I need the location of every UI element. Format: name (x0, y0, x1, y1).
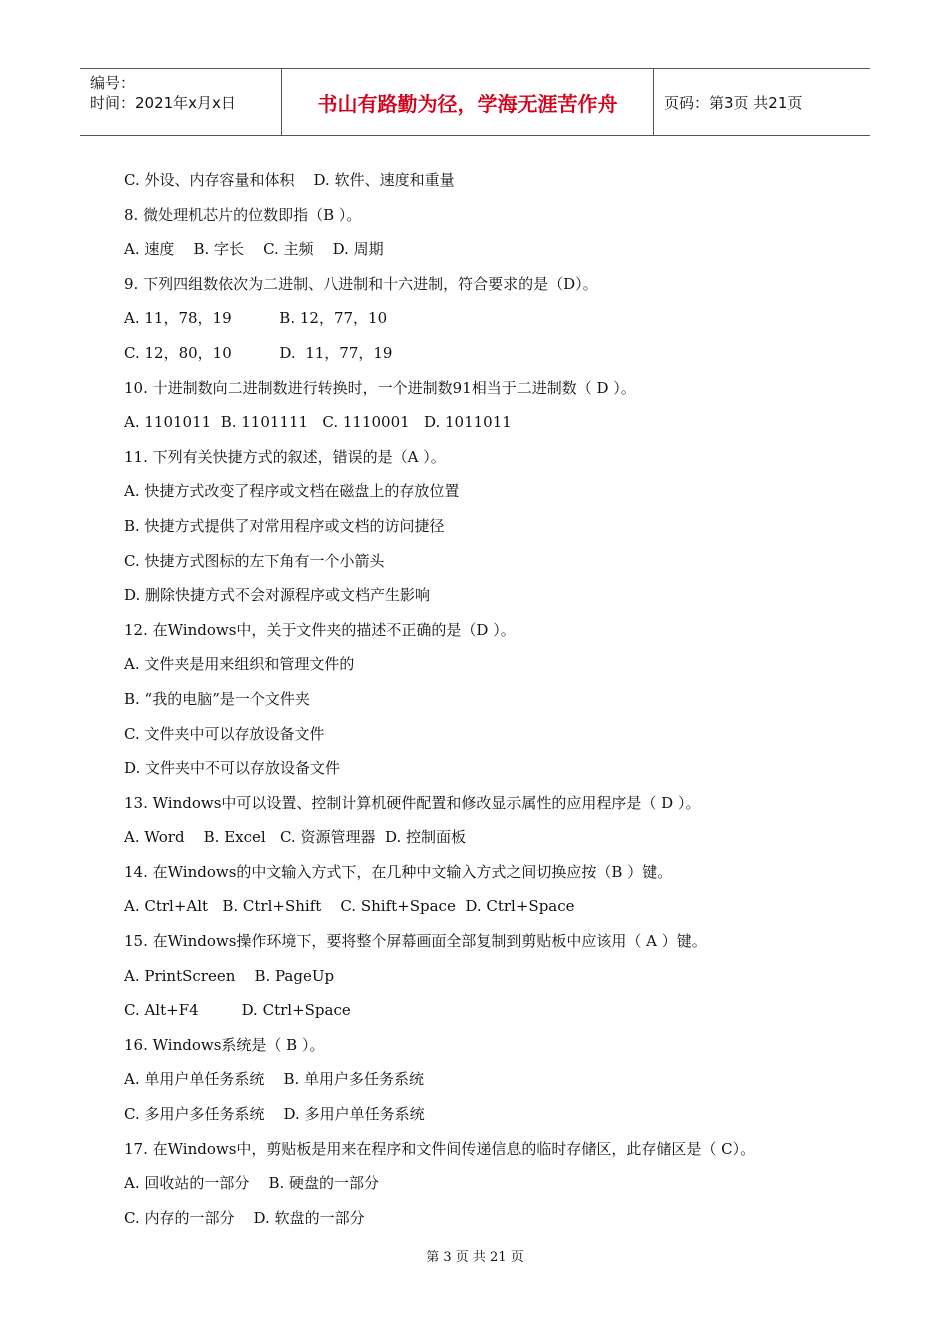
header-page-label: 页码：第3页 共21页 (664, 93, 803, 112)
text-line: C. 外设、内存容量和体积 D. 软件、速度和重量 (124, 171, 455, 189)
header-motto: 书山有路勤为径，学海无涯苦作舟 (282, 69, 654, 135)
question-17: 17. 在Windows中，剪贴板是用来在程序和文件间传递信息的临时存储区，此存储区是（ C）。 (124, 1139, 756, 1158)
header-meta (80, 69, 282, 135)
text-line: C. 12，80，10 D. 11，77，19 (124, 343, 393, 362)
question-15: 15. 在Windows操作环境下，要将整个屏幕画面全部复制到剪贴板中应该用（ A ）键。 (124, 932, 707, 951)
text-line: A. 文件夹是用来组织和管理文件的 (124, 655, 355, 674)
text-line: B. “我的电脑”是一个文件夹 (124, 689, 310, 708)
page-header (80, 68, 870, 136)
text-line: C. 多用户多任务系统 D. 多用户单任务系统 (124, 1105, 425, 1124)
number-label: 编号： (90, 74, 136, 92)
text-line: D. 文件夹中不可以存放设备文件 (124, 759, 341, 778)
text-line: A. PrintScreen B. PageUp (124, 966, 335, 985)
text-line: C. 内存的一部分 D. 软盘的一部分 (124, 1208, 365, 1227)
question-16: 16. Windows系统是（ B ）。 (124, 1035, 325, 1054)
question-8: 8. 微处理机芯片的位数即指（B ）。 (124, 205, 362, 224)
text-line: B. 快捷方式提供了对常用程序或文档的访问捷径 (124, 516, 445, 535)
document-body (124, 168, 844, 1240)
question-9: 9. 下列四组数依次为二进制、八进制和十六进制，符合要求的是（D）。 (124, 274, 598, 293)
text-line: A. 速度 B. 字长 C. 主频 D. 周期 (124, 240, 384, 259)
question-11: 11. 下列有关快捷方式的叙述，错误的是（A ）。 (124, 447, 446, 466)
text-line: C. 文件夹中可以存放设备文件 (124, 724, 325, 743)
question-12: 12. 在Windows中，关于文件夹的描述不正确的是（D ）。 (124, 620, 516, 639)
time-label: 时间：2021年x月x日 (90, 94, 236, 112)
text-line: A. 快捷方式改变了程序或文档在磁盘上的存放位置 (124, 482, 460, 501)
page-footer: 第 3 页 共 21 页 (426, 1250, 524, 1265)
question-10: 10. 十进制数向二进制数进行转换时，一个进制数91相当于二进制数（ D ）。 (124, 378, 636, 397)
text-line: A. Word B. Excel C. 资源管理器 D. 控制面板 (124, 828, 467, 847)
text-line: C. Alt+F4 D. Ctrl+Space (124, 1001, 351, 1020)
text-line: D. 删除快捷方式不会对源程序或文档产生影响 (124, 586, 431, 605)
question-14: 14. 在Windows的中文输入方式下，在几种中文输入方式之间切换应按（B ）键。 (124, 862, 673, 881)
text-line: A. 单用户单任务系统 B. 单用户多任务系统 (124, 1070, 425, 1089)
question-13: 13. Windows中可以设置、控制计算机硬件配置和修改显示属性的应用程序是（ D ）。 (124, 793, 701, 812)
text-line: A. 回收站的一部分 B. 硬盘的一部分 (124, 1174, 380, 1193)
text-line: C. 快捷方式图标的左下角有一个小箭头 (124, 551, 385, 570)
text-line: A. Ctrl+Alt B. Ctrl+Shift C. Shift+Space D. Ctrl+Space (124, 897, 575, 916)
text-line: A. 1101011 B. 1101111 C. 1110001 D. 1011011 (124, 413, 512, 432)
text-line: A. 11，78，19 B. 12，77，10 (124, 309, 388, 328)
